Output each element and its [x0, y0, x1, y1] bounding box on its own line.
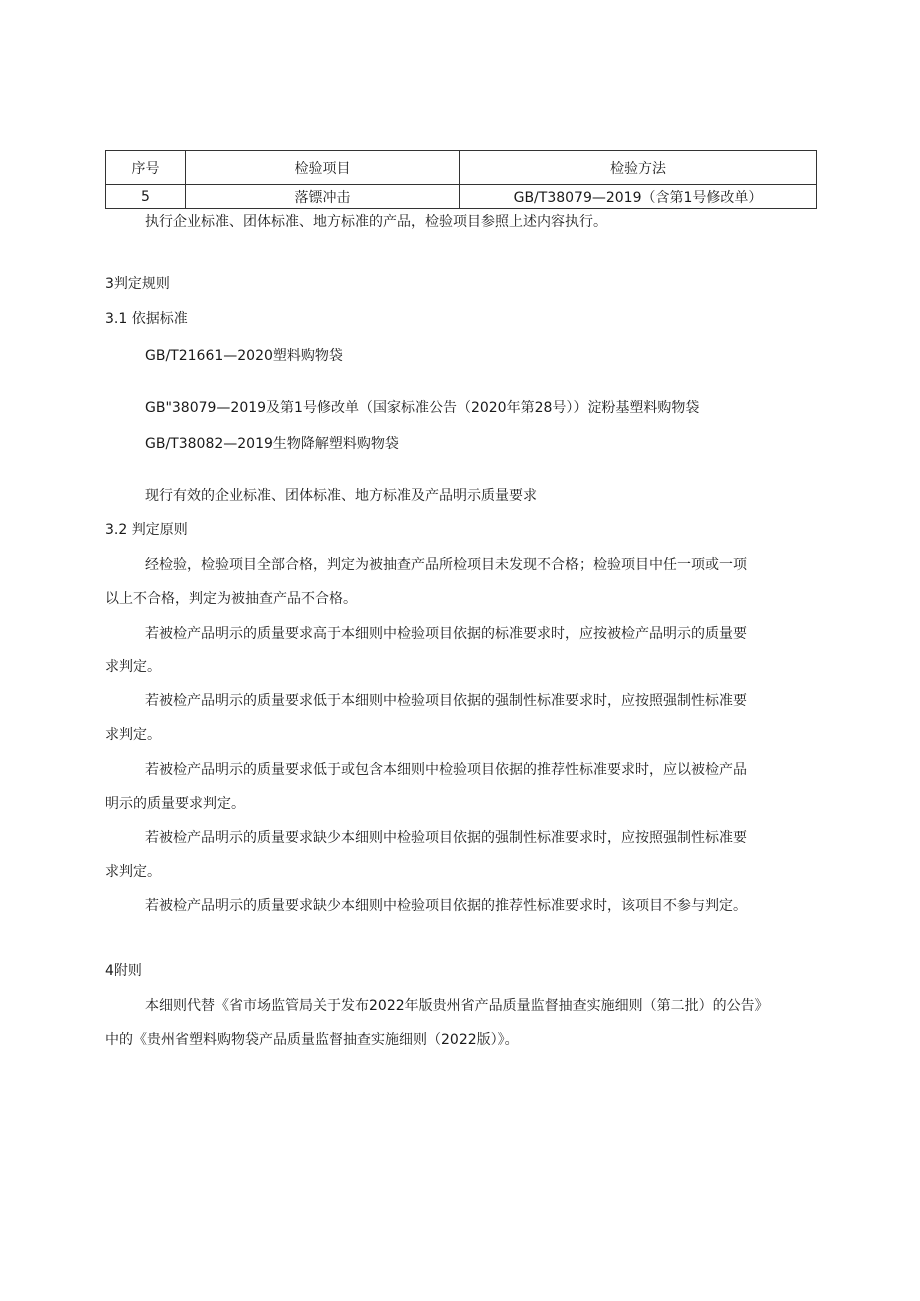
- paragraph-line: 经检验，检验项目全部合格，判定为被抽查产品所检项目未发现不合格；检验项目中任一项或一项: [145, 557, 747, 573]
- section-3-2-heading: 3.2 判定原则: [105, 522, 188, 538]
- table-header-row: [106, 151, 817, 185]
- standard-item: GB"38079—2019及第1号修改单（国家标准公告（2020年第28号））淀粉基塑料购物袋: [145, 400, 700, 416]
- header-cell-number: 序号: [106, 151, 186, 185]
- section-3-1-heading: 3.1 依据标准: [105, 311, 188, 327]
- paragraph-line: 明示的质量要求判定。: [105, 796, 245, 812]
- paragraph-line: 若被检产品明示的质量要求低于本细则中检验项目依据的强制性标准要求时，应按照强制性标准要: [145, 693, 747, 709]
- paragraph-line: 若被检产品明示的质量要求缺少本细则中检验项目依据的推荐性标准要求时，该项目不参与判定。: [145, 898, 747, 914]
- paragraph-line: 求判定。: [105, 727, 161, 743]
- header-cell-item: 检验项目: [186, 151, 460, 185]
- paragraph-line: 求判定。: [105, 864, 161, 880]
- cell-number: 5: [106, 185, 186, 209]
- paragraph-line: 若被检产品明示的质量要求高于本细则中检验项目依据的标准要求时，应按被检产品明示的质量要: [145, 626, 747, 642]
- paragraph-line: 本细则代替《省市场监管局关于发布2022年版贵州省产品质量监督抽查实施细则（第二批）的公告》: [145, 998, 769, 1014]
- table-row: [106, 185, 817, 209]
- cell-item: 落镖冲击: [186, 185, 460, 209]
- table-note: 执行企业标准、团体标准、地方标准的产品，检验项目参照上述内容执行。: [145, 214, 607, 230]
- header-cell-method: 检验方法: [460, 151, 817, 185]
- standard-item: GB/T38082—2019生物降解塑料购物袋: [145, 436, 399, 452]
- standard-item: GB/T21661—2020塑料购物袋: [145, 348, 343, 364]
- cell-method: GB/T38079—2019（含第1号修改单）: [460, 185, 817, 209]
- paragraph-line: 求判定。: [105, 659, 161, 675]
- paragraph-line: 中的《贵州省塑料购物袋产品质量监督抽查实施细则（2022版）》。: [105, 1032, 519, 1048]
- paragraph-line: 若被检产品明示的质量要求低于或包含本细则中检验项目依据的推荐性标准要求时，应以被检产品: [145, 762, 747, 778]
- inspection-table: [105, 150, 817, 209]
- section-4-heading: 4附则: [105, 963, 142, 979]
- standard-item: 现行有效的企业标准、团体标准、地方标准及产品明示质量要求: [145, 488, 537, 504]
- paragraph-line: 若被检产品明示的质量要求缺少本细则中检验项目依据的强制性标准要求时，应按照强制性标准要: [145, 830, 747, 846]
- section-3-heading: 3判定规则: [105, 276, 170, 292]
- paragraph-line: 以上不合格，判定为被抽查产品不合格。: [105, 591, 357, 607]
